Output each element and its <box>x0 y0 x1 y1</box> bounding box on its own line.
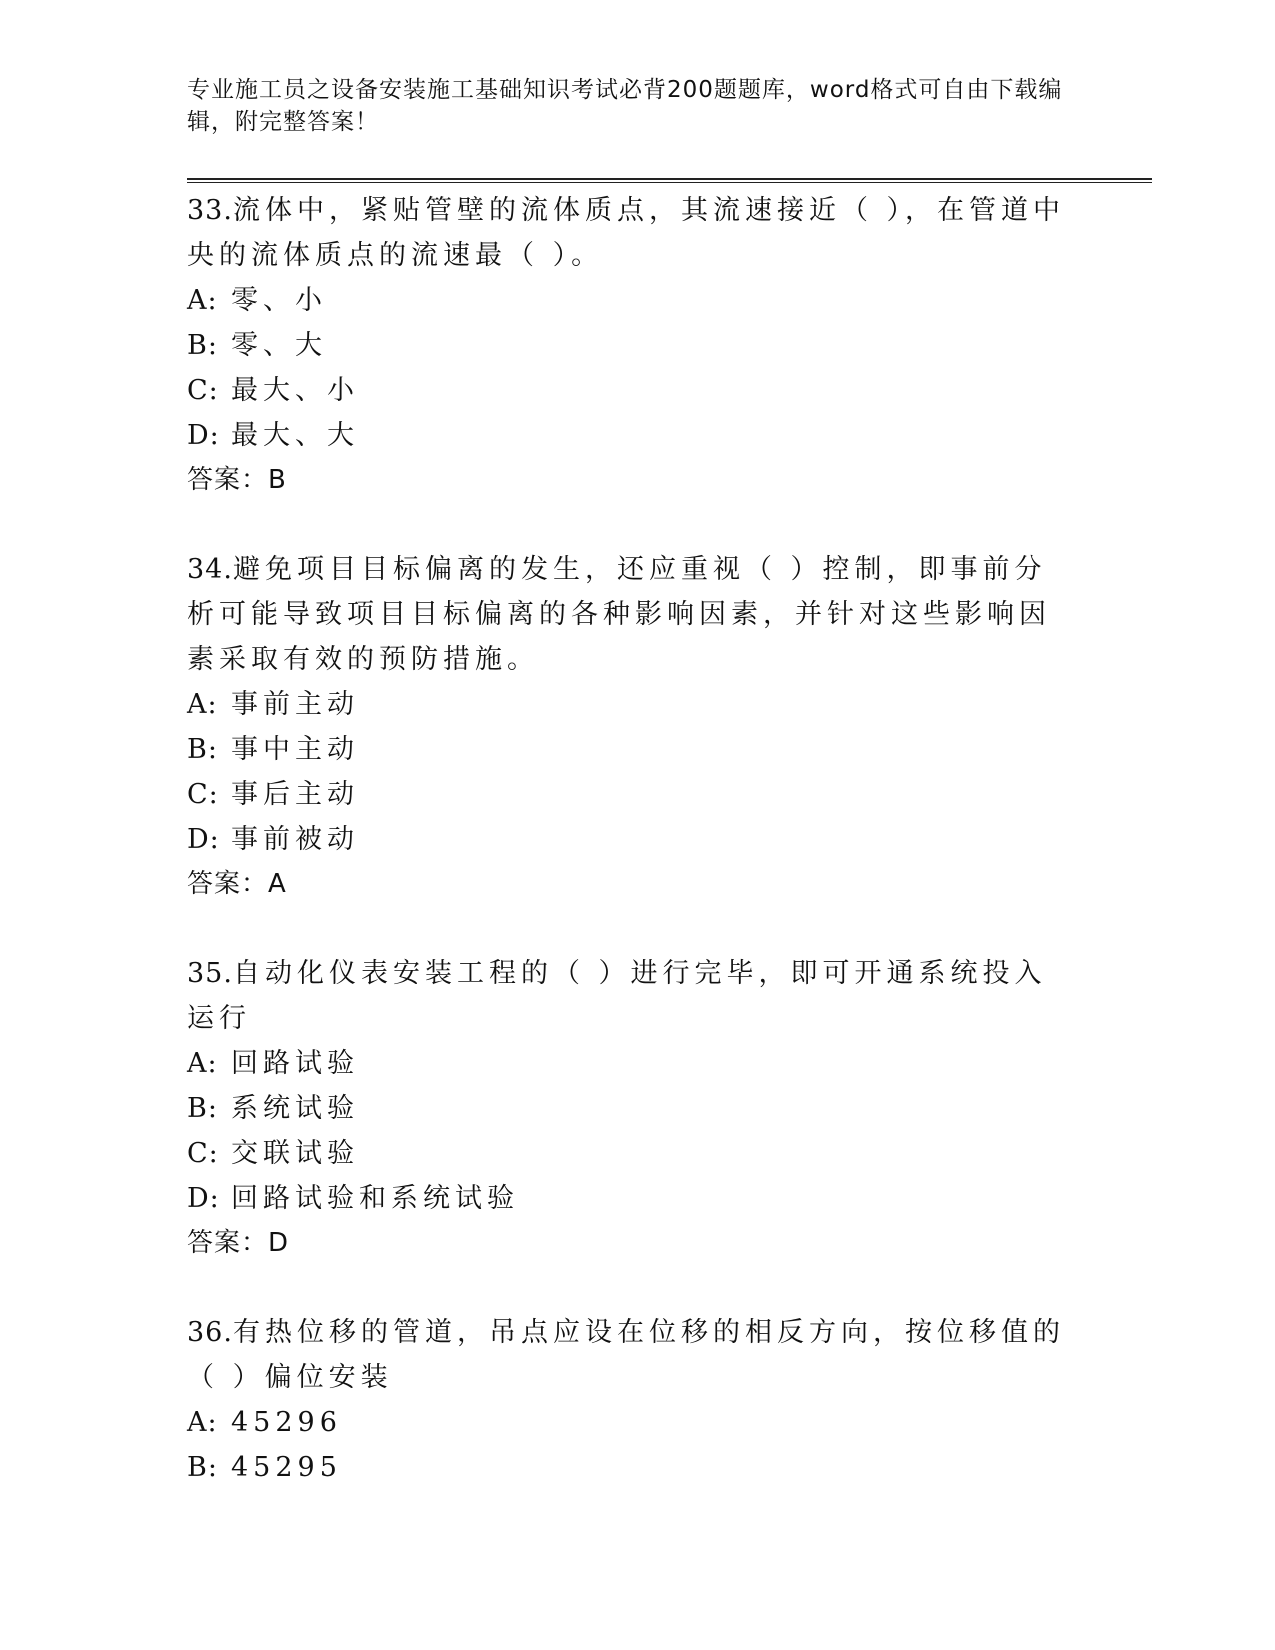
option-text: 回路试验 <box>231 1048 359 1079</box>
answer-line: 答案：B <box>187 465 287 495</box>
question-body: 有热位移的管道，吊点应设在位移的相反方向，按位移值的（ ）偏位安装 <box>187 1317 1065 1393</box>
option-text: 事前主动 <box>231 689 359 720</box>
question-body: 自动化仪表安装工程的（ ）进行完毕，即可开通系统投入运行 <box>187 958 1047 1034</box>
option-b <box>187 323 1067 368</box>
question-33 <box>187 188 1067 503</box>
option-d <box>187 817 1067 862</box>
question-text <box>187 951 1067 1041</box>
option-letter: D: <box>187 420 220 451</box>
option-text: 系统试验 <box>231 1093 359 1124</box>
option-text: 交联试验 <box>231 1138 359 1169</box>
option-letter: B: <box>187 734 218 765</box>
question-35 <box>187 951 1067 1266</box>
option-letter: D: <box>187 1183 220 1214</box>
option-letter: B: <box>187 1452 218 1483</box>
option-d <box>187 1176 1067 1221</box>
option-letter: B: <box>187 1093 218 1124</box>
question-body: 流体中，紧贴管壁的流体质点，其流速接近（ ），在管道中央的流体质点的流速最（ ）。 <box>187 195 1066 271</box>
option-text: 45295 <box>231 1452 342 1483</box>
option-letter: C: <box>187 1138 219 1169</box>
option-text: 事中主动 <box>231 734 359 765</box>
document-title: 专业施工员之设备安装施工基础知识考试必背200题题库，word格式可自由下载编辑，附完整答案！ <box>187 77 1063 135</box>
option-c <box>187 368 1067 413</box>
question-text <box>187 1310 1067 1400</box>
question-number: 33. <box>187 195 233 226</box>
question-36 <box>187 1310 1067 1490</box>
option-letter: D: <box>187 824 220 855</box>
option-d <box>187 413 1067 458</box>
option-c <box>187 772 1067 817</box>
option-letter: A: <box>187 1048 218 1079</box>
option-letter: A: <box>187 285 218 316</box>
question-list <box>187 188 1067 1534</box>
option-a <box>187 1041 1067 1086</box>
option-letter: C: <box>187 375 219 406</box>
question-text <box>187 547 1067 682</box>
answer-line: 答案：D <box>187 1228 290 1258</box>
option-text: 事后主动 <box>231 779 359 810</box>
option-b <box>187 727 1067 772</box>
option-text: 回路试验和系统试验 <box>231 1183 519 1214</box>
option-b <box>187 1445 1067 1490</box>
option-text: 最大、小 <box>231 375 359 406</box>
header-divider <box>187 178 1152 183</box>
option-text: 零、大 <box>231 330 327 361</box>
option-letter: A: <box>187 689 218 720</box>
option-text: 45296 <box>231 1407 342 1438</box>
option-b <box>187 1086 1067 1131</box>
option-text: 事前被动 <box>231 824 359 855</box>
option-text: 最大、大 <box>231 420 359 451</box>
question-text <box>187 188 1067 278</box>
option-c <box>187 1131 1067 1176</box>
option-a <box>187 682 1067 727</box>
page-header <box>187 74 1087 138</box>
option-letter: A: <box>187 1407 218 1438</box>
option-text: 零、小 <box>231 285 327 316</box>
question-number: 35. <box>187 958 233 989</box>
question-number: 36. <box>187 1317 233 1348</box>
question-34 <box>187 547 1067 907</box>
question-number: 34. <box>187 554 233 585</box>
answer-line: 答案：A <box>187 869 287 899</box>
option-a <box>187 1400 1067 1445</box>
question-body: 避免项目目标偏离的发生，还应重视（ ）控制，即事前分析可能导致项目目标偏离的各种影响因素，并针对这些影响因素采取有效的预防措施。 <box>187 554 1051 675</box>
option-a <box>187 278 1067 323</box>
option-letter: C: <box>187 779 219 810</box>
option-letter: B: <box>187 330 218 361</box>
